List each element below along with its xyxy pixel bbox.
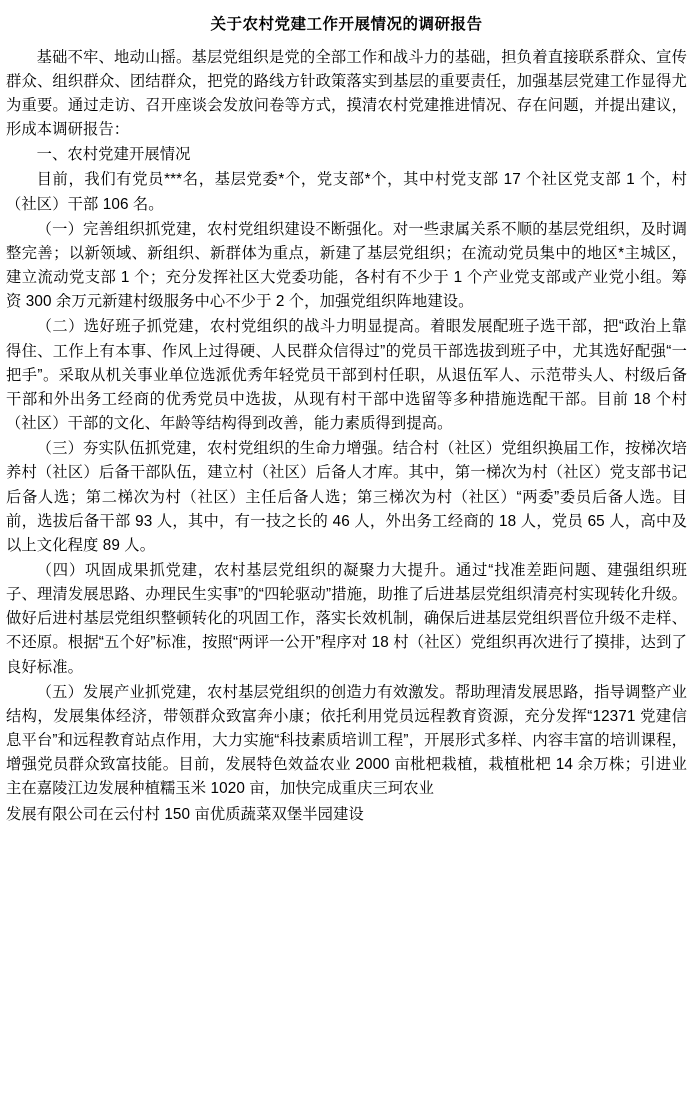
paragraph-item-5: （五）发展产业抓党建，农村基层党组织的创造力有效激发。帮助理清发展思路，指导调整产业结构，发展集体经济，带领群众致富奔小康；依托利用党员远程教育资源，充分发挥“12371 党建信息平台”和远程教育站点作用，大力实施“科技素质培训工程”，开展形式多样、内容丰富的培训课程，增强党员群众致富技能。目前，发展特色效益农业 2000 亩枇杷栽植，栽植枇杷 14 余万株；引进业主在嘉陵江边发展种植糯玉米 1020 亩，加快完成重庆三珂农业 [6, 683, 687, 798]
page-title: 关于农村党建工作开展情况的调研报告 [210, 16, 483, 33]
paragraph-item-2: （二）选好班子抓党建，农村党组织的战斗力明显提高。着眼发展配班子选干部，把“政治上靠得住、工作上有本事、作风上过得硬、人民群众信得过”的党员干部选拔到班子中，尤其选好配强“一把手”。采取从机关事业单位选派优秀年轻党员干部到村任职，从退伍军人、示范带头人、村级后备干部和外出务工经商的优秀党员中选拔，从现有村干部中选留等多种措施选配干部。目前 18 个村（社区）干部的文化、年龄等结构得到改善，能力素质得到提高。 [6, 318, 687, 433]
section-heading-1: 一、农村党建开展情况 [36, 146, 191, 164]
paragraph-item-1: （一）完善组织抓党建，农村党组织建设不断强化。对一些隶属关系不顺的基层党组织，及时调整完善；以新领域、新组织、新群体为重点，新建了基层党组织；在流动党员集中的地区*主城区，建立流动党支部 1 个；充分发挥社区大党委功能，各村有不少于 1 个产业党支部或产业党小组。筹资 300 余万元新建村级服务中心不少于 2 个，加强党组织阵地建设。 [6, 220, 687, 311]
paragraph-item-3: （三）夯实队伍抓党建，农村党组织的生命力增强。结合村（社区）党组织换届工作，按梯次培养村（社区）后备干部队伍，建立村（社区）后备人才库。其中，第一梯次为村（社区）党支部书记后备人选；第二梯次为村（社区）主任后备人选；第三梯次为村（社区）“两委”委员后备人选。目前，选拔后备干部 93 人，其中，有一技之长的 46 人，外出务工经商的 18 人，党员 65 人，高中及以上文化程度 89 人。 [6, 440, 687, 554]
paragraph-item-4: （四）巩固成果抓党建，农村基层党组织的凝聚力大提升。通过“找准差距问题、建强组织班子、理清发展思路、办理民生实事”的“四轮驱动”措施，助推了后进基层党组织清亮村实现转化升级。做好后进村基层党组织整顿转化的巩固工作，落实长效机制，确保后进基层党组织晋位升级不走样、不还原。根据“五个好”标准，按照“两评一公开”程序对 18 村（社区）党组织再次进行了摸排，达到了良好标准。 [6, 561, 687, 676]
paragraph-overview-stats: 目前，我们有党员***名，基层党委*个，党支部*个，其中村党支部 17 个社区党支部 1 个，村（社区）干部 106 名。 [6, 171, 687, 213]
paragraph-item-5-continued: 发展有限公司在云付村 150 亩优质蔬菜双堡半园建设 [6, 805, 364, 823]
paragraph-intro: 基础不牢、地动山摇。基层党组织是党的全部工作和战斗力的基础，担负着直接联系群众、宣传群众、组织群众、团结群众，把党的路线方针政策落实到基层的重要责任，加强基层党建工作显得尤为重要。通过走访、召开座谈会发放问卷等方式，摸清农村党建推进情况、存在问题，并提出建议，形成本调研报告： [6, 48, 687, 139]
